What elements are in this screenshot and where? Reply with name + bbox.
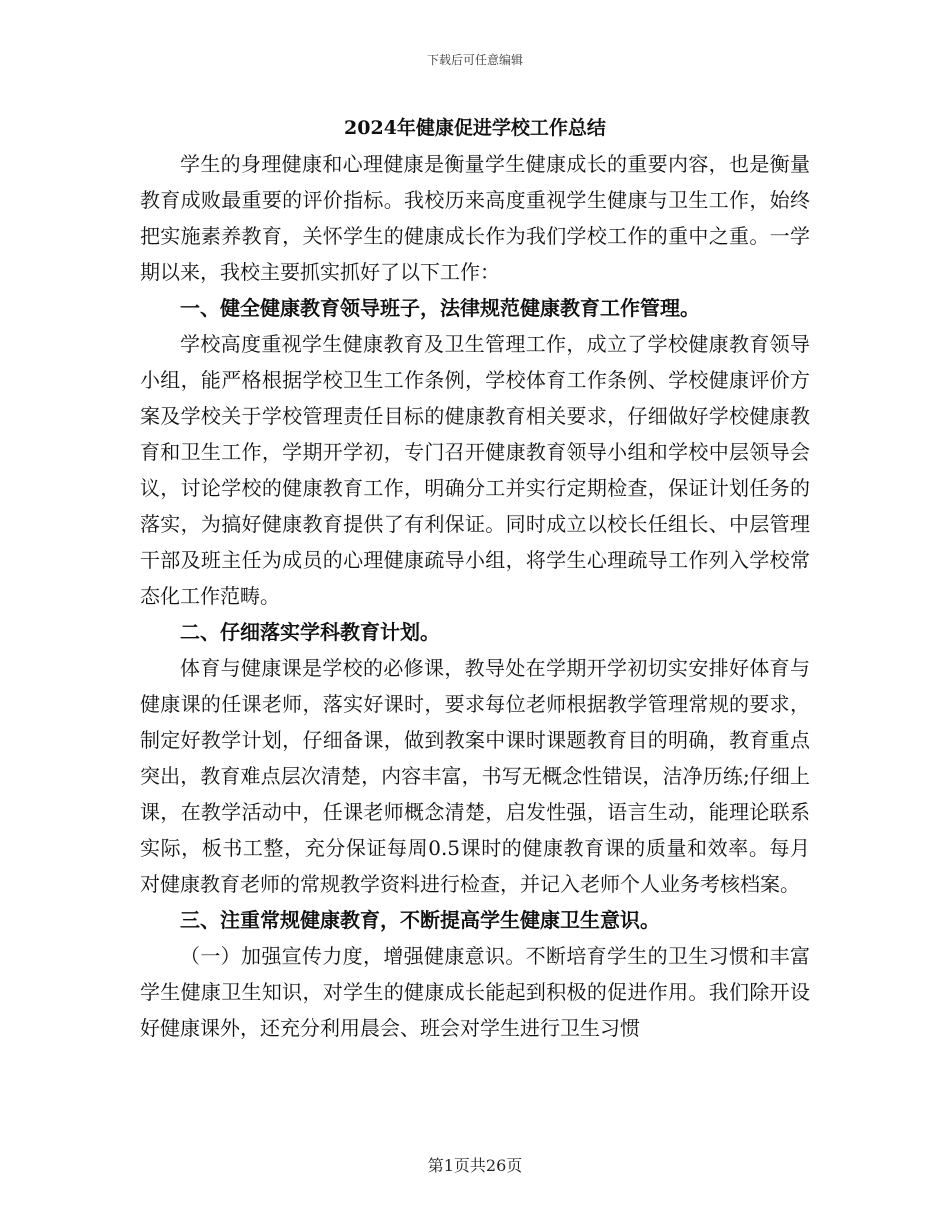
document-body [140,146,810,1046]
paragraph-section-3: （一）加强宣传力度，增强健康意识。不断培育学生的卫生习惯和丰富学生健康卫生知识，对学生的健康成长能起到积极的促进作用。我们除开设好健康课外，还充分利用晨会、班会对学生进行卫生习惯 [140,944,810,1040]
section-heading-1: 一、健全健康教育领导班子，法律规范健康教育工作管理。 [180,296,700,320]
page-header-note: 下载后可任意编辑 [426,53,523,67]
paragraph-intro: 学生的身理健康和心理健康是衡量学生健康成长的重要内容，也是衡量教育成败最重要的评价指标。我校历来高度重视学生健康与卫生工作，始终把实施素养教育，关怀学生的健康成长作为我们学校工作的重中之重。一学期以来，我校主要抓实抓好了以下工作： [140,152,810,284]
section-heading-3: 三、注重常规健康教育，不断提高学生健康卫生意识。 [180,908,660,932]
paragraph-section-2: 体育与健康课是学校的必修课，教导处在学期开学初切实安排好体育与健康课的任课老师，落实好课时，要求每位老师根据教学管理常规的要求，制定好教学计划，仔细备课，做到教案中课时课题教育目的明确，教育重点突出，教育难点层次清楚，内容丰富，书写无概念性错误，洁净历练;仔细上课，在教学活动中，任课老师概念清楚，启发性强，语言生动，能理论联系实际，板书工整，充分保证每周0.5课时的健康教育课的质量和效率。每月对健康教育老师的常规教学资料进行检查，并记入老师个人业务考核档案。 [140,656,810,896]
page-number: 第1页共26页 [427,1156,523,1175]
paragraph-section-1: 学校高度重视学生健康教育及卫生管理工作，成立了学校健康教育领导小组，能严格根据学校卫生工作条例，学校体育工作条例、学校健康评价方案及学校关于学校管理责任目标的健康教育相关要求，仔细做好学校健康教育和卫生工作，学期开学初，专门召开健康教育领导小组和学校中层领导会议，讨论学校的健康教育工作，明确分工并实行定期检查，保证计划任务的落实，为搞好健康教育提供了有利保证。同时成立以校长任组长、中层管理干部及班主任为成员的心理健康疏导小组，将学生心理疏导工作列入学校常态化工作范畴。 [140,332,810,608]
section-heading-2: 二、仔细落实学科教育计划。 [180,620,440,644]
document-title: 2024年健康促进学校工作总结 [344,117,606,139]
